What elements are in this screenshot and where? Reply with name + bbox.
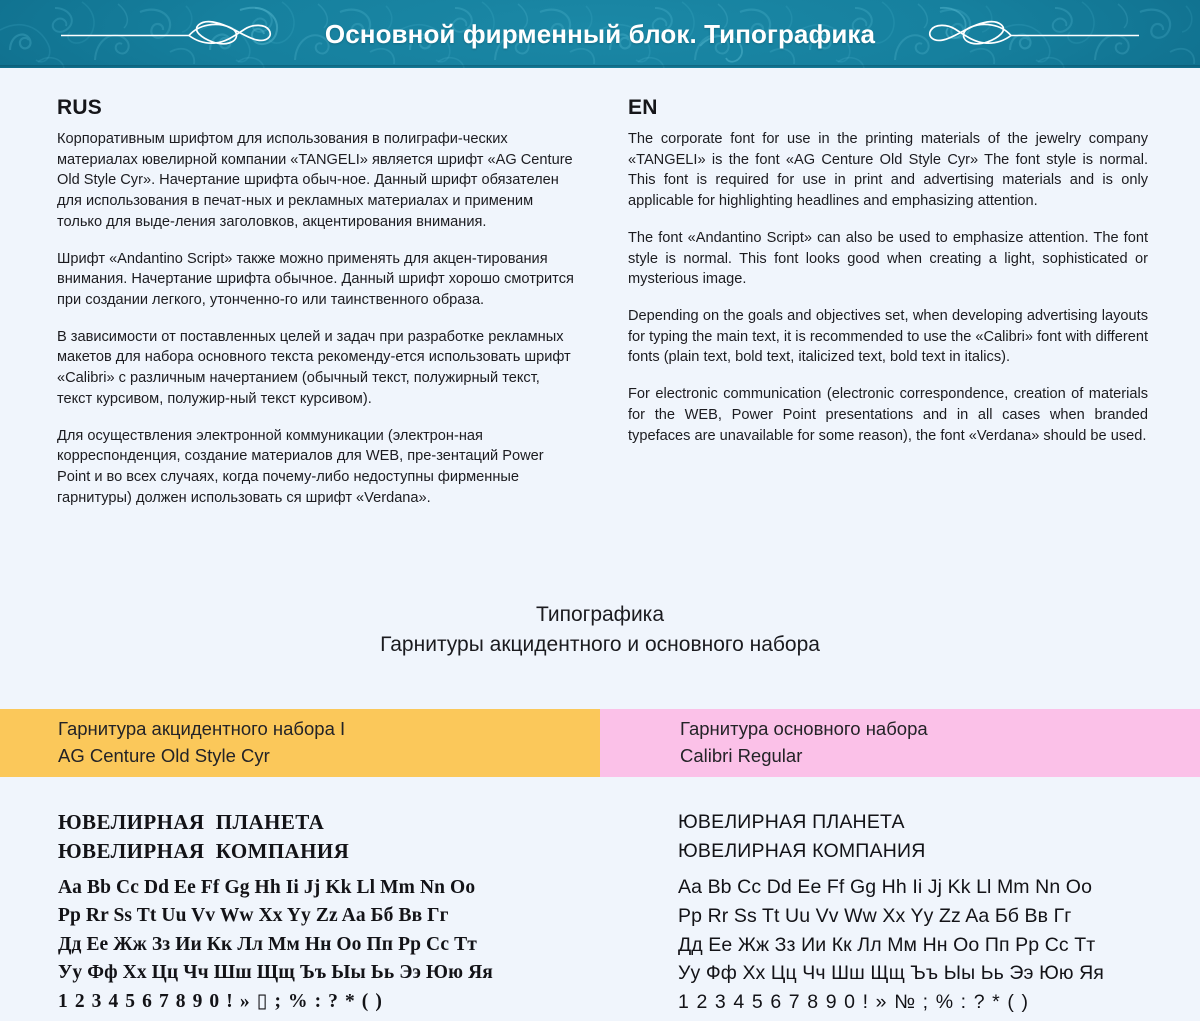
specimen-accent-row-1: Aa Bb Cc Dd Ee Ff Gg Hh Ii Jj Kk Ll Mm Nn Oo [58, 876, 476, 898]
specimen-main-row-5: 1 2 3 4 5 6 7 8 9 0 ! » № ; % : ? * ( ) [678, 990, 1030, 1013]
page-title: Основной фирменный блок. Типографика [324, 18, 876, 49]
banner-accent-line-2: AG Centure Old Style Cyr [58, 745, 270, 766]
en-paragraph-2: The font «Andantino Script» can also be used to emphasize attention. The font style is normal. This font looks good when creating a light, sophisticated or mysterious image. [628, 229, 1148, 288]
specimen-accent [0, 808, 600, 1017]
en-paragraph-3: Depending on the goals and objectives set, when developing advertising layouts for typing the main text, it is recommended to use the «Calibri» font with different fonts (plain text, bold text, italicized text, bold text in italics). [628, 308, 1148, 366]
specimen-main-title-1: ЮВЕЛИРНАЯ ПЛАНЕТА [678, 811, 905, 833]
specimen-main-row-2: Pp Rr Ss Tt Uu Vv Ww Xx Yy Zz Aa Бб Вв Гг [678, 904, 1072, 927]
typography-title-line-2: Гарнитуры акцидентного и основного набора [380, 633, 820, 657]
banner-main-line-1: Гарнитура основного набора [680, 718, 928, 740]
specimen-accent-row-3: Дд Ее Жж Зз Ии Кк Лл Мм Нн Оо Пп Рр Сс Тт [58, 933, 477, 955]
specimen-accent-glyph-rows [58, 874, 600, 1016]
specimen-accent-title-2: ЮВЕЛИРНАЯ КОМПАНИЯ [58, 838, 350, 863]
specimen-accent-title-1: ЮВЕЛИРНАЯ ПЛАНЕТА [58, 810, 325, 834]
typography-section-title [0, 600, 1200, 661]
ru-paragraph-4: Для осуществления электронной коммуникации (электрон-ная корреспонденция, создание материалов для WEB, пре-зентаций Power Point и во всех случаях, когда почему-либо недоступны фирменные гарнитуры) должен использовать ся шрифт «Verdana». [57, 427, 544, 506]
specimen-main-glyph-rows [678, 873, 1200, 1016]
banner-accent-typeface [0, 709, 600, 777]
banner-accent-line-1: Гарнитура акцидентного набора I [58, 718, 346, 740]
specimen-accent-row-2: Pp Rr Ss Tt Uu Vv Ww Xx Yy Zz Aa Бб Вв Гг [58, 905, 449, 927]
specimen-accent-row-4: Уу Фф Хх Цц Чч Шш Щщ Ъъ Ыы Ьь Ээ Юю Яя [58, 962, 493, 984]
specimen-main-row-1: Aa Bb Cc Dd Ee Ff Gg Hh Ii Jj Kk Ll Mm Nn Oo [678, 876, 1093, 899]
page-header [0, 0, 1200, 68]
banner-main-line-2: Calibri Regular [680, 745, 803, 766]
en-paragraph-4: For electronic communication (electronic correspondence, creation of materials for the WEB, Power Point presentations and in all cases when branded typefaces are unavailable for some reason), the font «Verdana» should be used. [628, 386, 1148, 444]
flourish-ornament-left-icon [49, 16, 299, 52]
specimen-main-row-4: Уу Фф Хх Цц Чч Шш Щщ Ъъ Ыы Ьь Ээ Юю Яя [678, 962, 1104, 985]
specimen-main-title-2: ЮВЕЛИРНАЯ КОМПАНИЯ [678, 839, 926, 862]
ru-paragraph-1: Корпоративным шрифтом для использования в полиграфи-ческих материалах ювелирной компании «TANGELI» является шрифт «AG Centure Old Style Cyr». Начертание шрифта обыч-ное. Данный шрифт обязателен для использования в печат-ных и рекламных материалах и применим только для выде-ления заголовков, акцентирования внимания. [57, 131, 573, 230]
column-english [628, 96, 1148, 446]
description-columns-en [0, 68, 1200, 446]
column-heading-en: EN [628, 96, 658, 119]
ru-paragraph-3: В зависимости от поставленных целей и задач при разработке рекламных макетов для набора основного текста рекоменду-ется использовать шрифт «Calibri» с различным начертанием (обычный текст, полужирный текст, текст курсивом, полужир-ный текст курсивом). [57, 328, 571, 407]
en-paragraph-1: The corporate font for use in the printing materials of the jewelry company «TANGELI» is the font «AG Centure Old Style Cyr» The font style is normal. This font is required for use in print and advertising materials and is only applicable for highlighting headlines and emphasizing attention. [628, 131, 1148, 210]
typeface-banner-bars [0, 709, 1200, 777]
specimen-main [600, 808, 1200, 1017]
specimen-main-row-3: Дд Ее Жж Зз Ии Кк Лл Мм Нн Оо Пп Рр Сс Тт [678, 933, 1096, 956]
ru-paragraph-2: Шрифт «Andantino Script» также можно применять для акцен-тирования внимания. Начертание шрифта обычное. Данный шрифт хорошо смотрится при создании легкого, утонченно-го или таинственного образа. [57, 250, 574, 309]
specimen-accent-row-5: 1 2 3 4 5 6 7 8 9 0 ! » ▯ ; % : ? * ( ) [58, 990, 383, 1012]
typeface-specimens [0, 808, 1200, 1017]
flourish-ornament-right-icon [901, 16, 1151, 52]
column-heading-ru: RUS [57, 96, 102, 119]
banner-main-typeface [600, 709, 1200, 777]
typography-title-line-1: Типографика [535, 603, 665, 626]
